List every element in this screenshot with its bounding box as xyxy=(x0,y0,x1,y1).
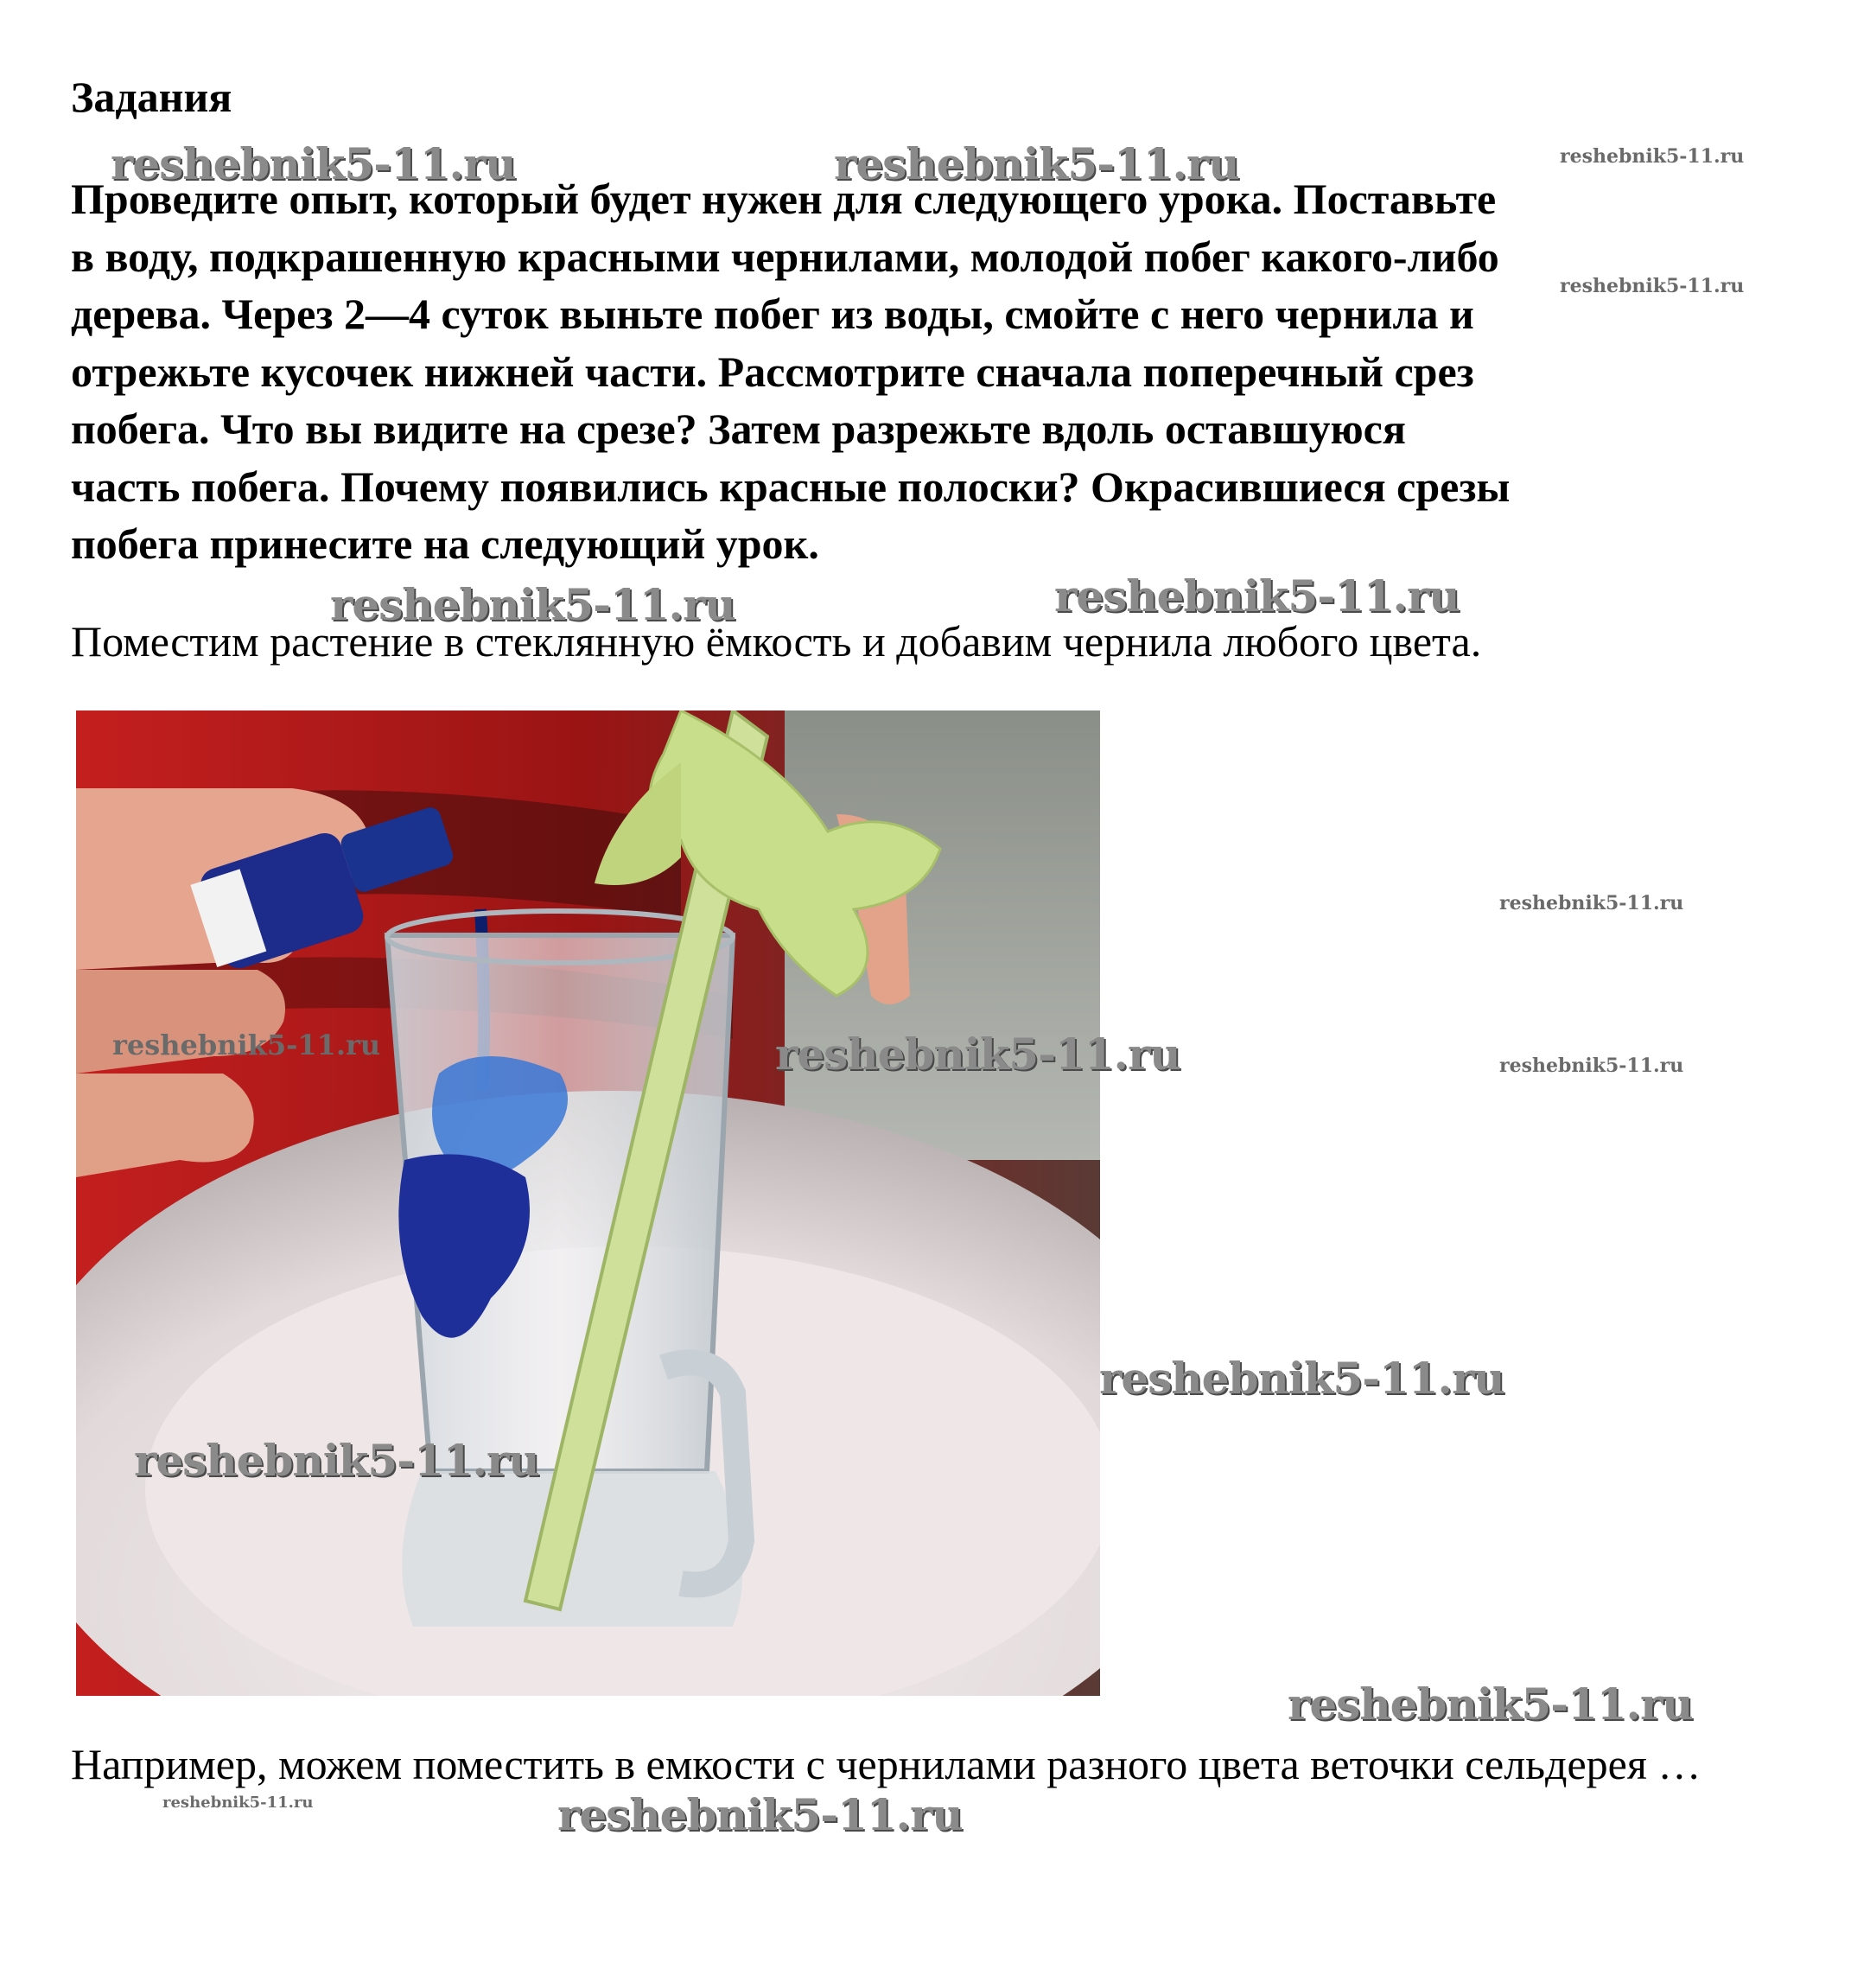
watermark: reshebnik5-11.ru xyxy=(1099,1353,1504,1404)
task-line: отрежьте кусочек нижней части. Рассмотрите сначала поперечный срез xyxy=(71,347,1474,396)
task-line: в воду, подкрашенную красными чернилами, молодой побег какого-либо xyxy=(71,232,1499,281)
task-text xyxy=(71,170,1765,573)
experiment-photo xyxy=(76,710,1100,1696)
watermark: reshebnik5-11.ru xyxy=(162,1794,314,1812)
watermark: reshebnik5-11.ru xyxy=(834,138,1239,189)
watermark: reshebnik5-11.ru xyxy=(1560,275,1745,297)
watermark: reshebnik5-11.ru xyxy=(1499,1055,1684,1077)
watermark: reshebnik5-11.ru xyxy=(1054,570,1460,621)
watermark: reshebnik5-11.ru xyxy=(557,1789,963,1840)
task-line: побега принесите на следующий урок. xyxy=(71,519,819,568)
watermark: reshebnik5-11.ru xyxy=(330,579,735,630)
watermark: reshebnik5-11.ru xyxy=(1288,1679,1693,1730)
watermark: reshebnik5-11.ru xyxy=(1560,145,1745,168)
celery-ink-illustration xyxy=(76,710,1100,1696)
task-line: Проведите опыт, который будет нужен для следующего урока. Поставьте xyxy=(71,175,1497,223)
task-line: часть побега. Почему появились красные полоски? Окрасившиеся срезы xyxy=(71,462,1511,511)
answer-paragraph-2: Например, можем поместить в емкости с чернилами разного цвета веточки сельдерея … xyxy=(71,1740,1702,1788)
section-heading: Задания xyxy=(71,73,232,121)
task-line: побега. Что вы видите на срезе? Затем разрежьте вдоль оставшуюся xyxy=(71,405,1406,453)
watermark: reshebnik5-11.ru xyxy=(775,1029,1180,1080)
task-line: дерева. Через 2—4 суток выньте побег из воды, смойте с него чернила и xyxy=(71,290,1474,338)
watermark: reshebnik5-11.ru xyxy=(1499,892,1684,914)
watermark: reshebnik5-11.ru xyxy=(112,1029,381,1061)
watermark: reshebnik5-11.ru xyxy=(111,138,516,189)
watermark: reshebnik5-11.ru xyxy=(134,1435,539,1486)
answer-paragraph-1: Поместим растение в стеклянную ёмкость и добавим чернила любого цвета. xyxy=(71,617,1482,666)
